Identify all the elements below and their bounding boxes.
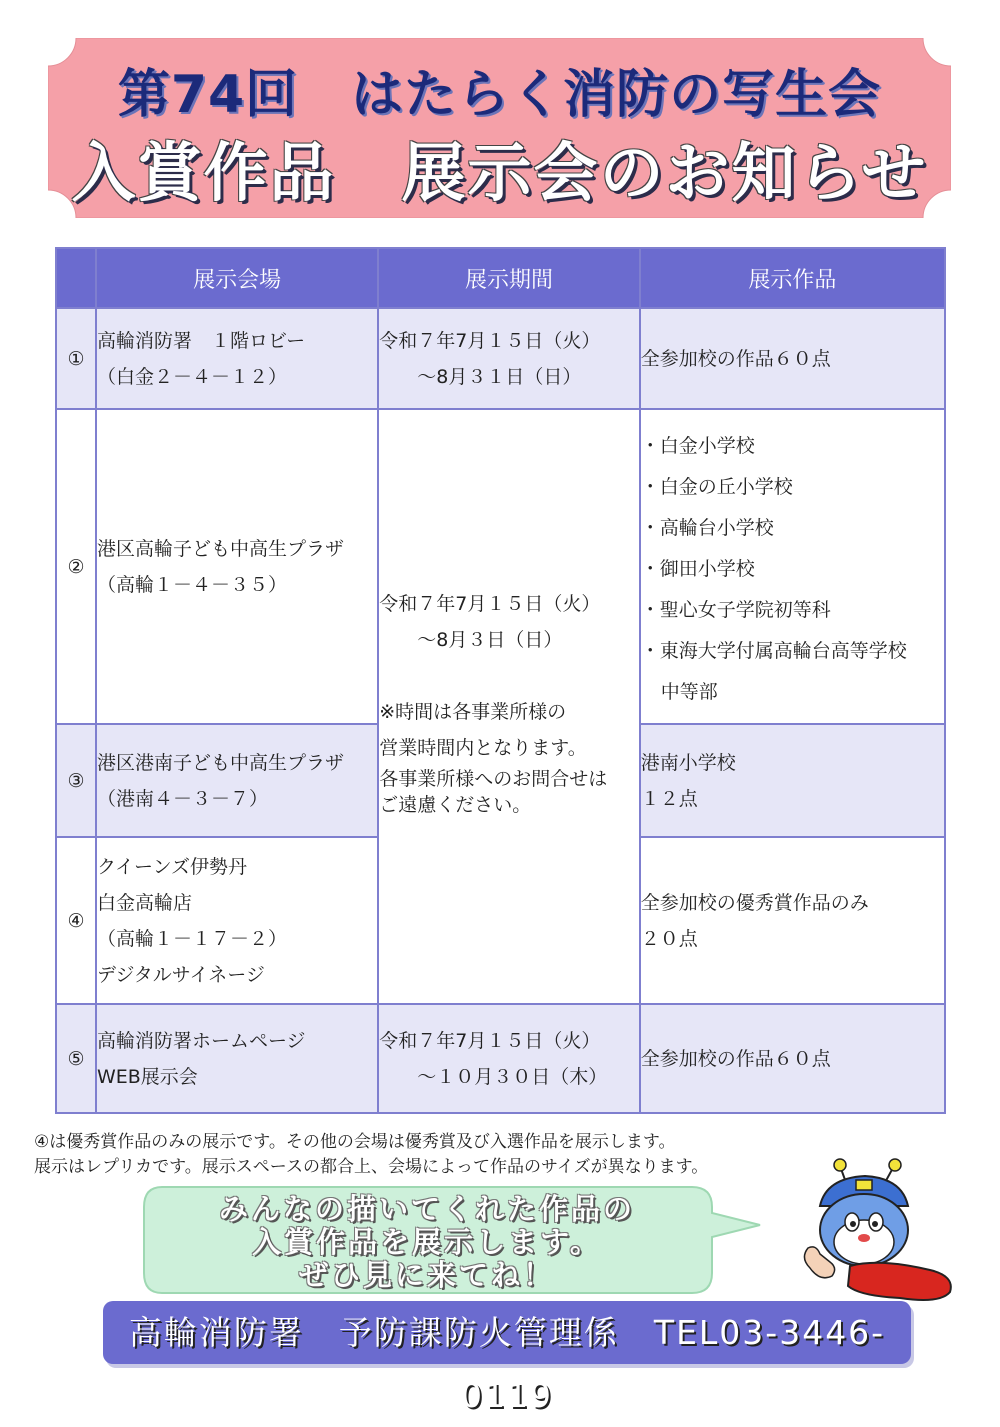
venue-cell [96,724,378,837]
period-cell-merged [378,409,640,1004]
title-banner [48,38,951,218]
row-number: ⑤ [56,1004,96,1113]
table-header-row [56,248,945,308]
note-line: 営業時間内となります。 [379,737,587,759]
period-line: ～8月３日（日） [417,629,563,651]
venue-line: デジタルサイネージ [96,963,265,986]
note-line: ※時間は各事業所様の [379,701,567,723]
list-item: ・聖心女子学院初等科 [640,599,831,621]
note-line: ④は優秀賞作品のみの展示です。その他の会場は優秀賞及び入選作品を展示します。 [34,1132,676,1152]
works-line: １２点 [640,787,698,810]
contact-footer [103,1301,911,1415]
list-item: ・御田小学校 [640,558,755,580]
venue-line: WEB展示会 [96,1065,198,1088]
bubble-line: みんなの描いてくれた作品の [218,1192,635,1226]
works-cell [640,837,945,1004]
venue-line: 白金高輪店 [96,891,192,914]
table-row [56,409,945,724]
period-line: 令和７年7月１５日（火） [379,329,601,352]
row-number: ② [56,409,96,724]
venue-line: （高輪１－４－３５） [96,573,287,596]
period-line: 令和７年7月１５日（火） [379,1029,601,1052]
note-line: 展示はレプリカです。展示スペースの都合上、会場によって作品のサイズが異なります。 [34,1157,709,1177]
period-line: ～8月３１日（日） [417,365,582,388]
contact-text: 高輪消防署 予防課防火管理係 TEL03-3446-0119 [128,1313,886,1415]
works-line: 全参加校の作品６０点 [640,1047,831,1070]
note-line: 各事業所様へのお問合せは [379,768,608,790]
table-row [56,308,945,409]
list-item: ・高輪台小学校 [640,517,774,539]
school-list [641,426,944,713]
venue-cell [96,409,378,724]
list-item: ・東海大学付属高輪台高等学校 [640,640,907,662]
venue-line: クイーンズ伊勢丹 [96,855,248,878]
note-line: ご遠慮ください。 [379,794,532,816]
speech-bubble [142,1185,762,1295]
period-cell [378,308,640,409]
bubble-line: ぜひ見に来てね！ [298,1258,555,1292]
venue-line: 高輪消防署ホームページ [96,1029,306,1052]
works-line: ２０点 [640,927,698,950]
works-cell [640,724,945,837]
header-period: 展示期間 [378,248,640,308]
venue-cell [96,308,378,409]
list-item: ・白金小学校 [640,435,755,457]
works-cell [640,409,945,724]
exhibition-table [55,247,946,1114]
header-venue: 展示会場 [96,248,378,308]
works-cell [640,1004,945,1113]
bubble-text [142,1193,712,1292]
venue-line: 高輪消防署 １階ロビー [96,329,306,352]
table-row [56,1004,945,1113]
venue-line: （白金２－４－１２） [96,365,287,388]
period-cell [378,1004,640,1113]
venue-cell [96,1004,378,1113]
works-line: 港南小学校 [640,751,736,774]
venue-line: （港南４－３－７） [96,787,268,810]
bubble-line: 入賞作品を展示します。 [252,1225,602,1259]
works-cell [640,308,945,409]
firefighter-mascot-icon [790,1158,960,1308]
header-number [56,248,96,308]
title-line-1: 第74回 はたらく消防の写生会 [117,65,882,125]
row-number: ③ [56,724,96,837]
works-line: 全参加校の作品６０点 [640,347,831,370]
row-number: ④ [56,837,96,1004]
title-line-2: 入賞作品 展示会のお知らせ [71,137,928,211]
works-line: 全参加校の優秀賞作品のみ [640,891,869,914]
row-number: ① [56,308,96,409]
venue-cell [96,837,378,1004]
spacer [379,658,639,694]
venue-line: 港区港南子ども中高生プラザ [96,751,344,774]
header-works: 展示作品 [640,248,945,308]
period-line: 令和７年7月１５日（火） [379,593,601,615]
venue-line: 港区高輪子ども中高生プラザ [96,537,344,560]
period-line: ～１０月３０日（木） [417,1065,608,1088]
list-item: 中等部 [660,681,718,703]
venue-line: （高輪１－１７－２） [96,927,287,950]
list-item: ・白金の丘小学校 [640,476,793,498]
